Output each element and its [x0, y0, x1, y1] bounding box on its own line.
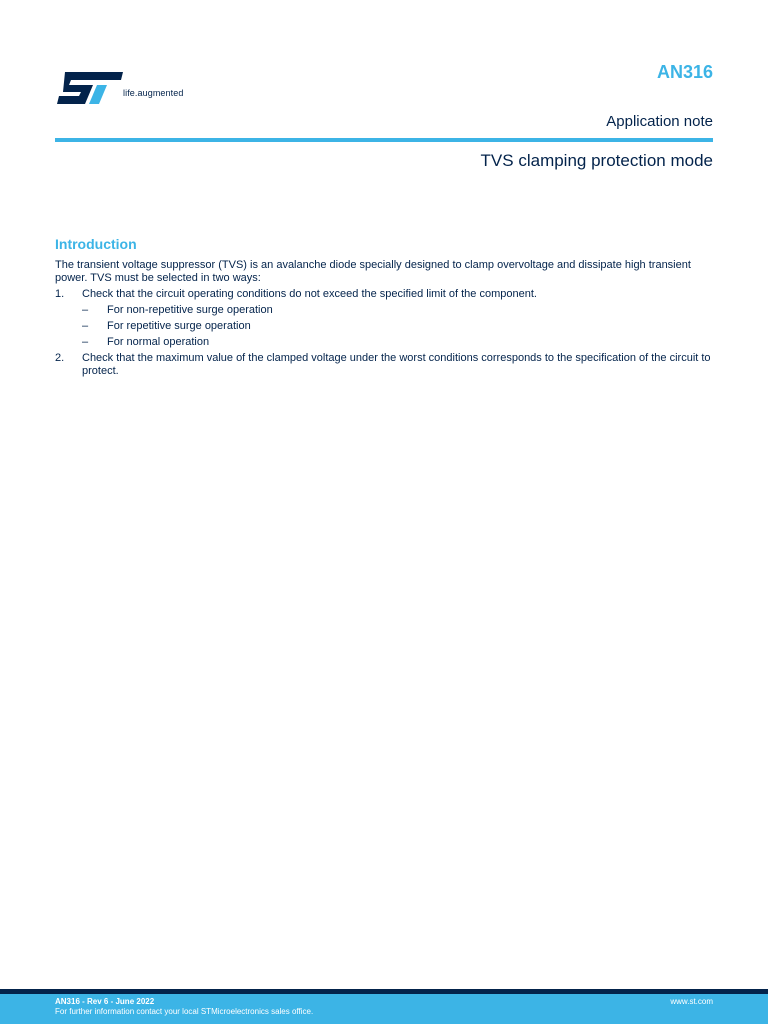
list-item-text: Check that the circuit operating conditions do not exceed the specified limit of the component. — [82, 288, 537, 300]
footer-contact: For further information contact your local STMicroelectronics sales office. — [55, 1007, 314, 1016]
document-id: AN316 — [656, 62, 713, 82]
intro-paragraph: The transient voltage suppressor (TVS) is an avalanche diode specially designed to clamp overvoltage and dissipate high transient power. TVS must be selected in two ways: — [55, 259, 691, 284]
dash-marker: – — [82, 320, 89, 332]
list-item-text: Check that the maximum value of the clamped voltage under the worst conditions corresponds to the specification of the circuit to protect. — [82, 352, 711, 377]
sub-list-item — [82, 320, 713, 333]
sub-list — [82, 304, 713, 349]
sub-list-text: For normal operation — [107, 336, 210, 348]
header-divider — [55, 138, 713, 142]
brand-tagline: life.augmented — [123, 88, 184, 98]
numbered-list — [55, 288, 713, 378]
document-type: Application note — [606, 113, 713, 130]
sub-list-item — [82, 336, 713, 349]
section-heading: Introduction — [55, 236, 137, 252]
sub-list-text: For repetitive surge operation — [107, 320, 251, 332]
dash-marker: – — [82, 336, 89, 348]
list-marker: 2. — [55, 352, 65, 364]
st-logo-s-shape — [57, 72, 123, 104]
list-item — [55, 352, 713, 378]
footer-info — [55, 997, 313, 1017]
page-footer — [0, 994, 768, 1024]
list-marker: 1. — [55, 288, 65, 300]
document-title: TVS clamping protection mode — [480, 151, 713, 170]
dash-marker: – — [82, 304, 89, 316]
st-logo-mark — [55, 68, 125, 106]
sub-list-text: For non-repetitive surge operation — [107, 304, 273, 316]
footer-website-link[interactable]: www.st.com — [670, 997, 713, 1006]
sub-list-item — [82, 304, 713, 317]
list-item — [55, 288, 713, 349]
footer-revision: AN316 - Rev 6 - June 2022 — [55, 997, 155, 1006]
introduction-section — [55, 236, 713, 378]
